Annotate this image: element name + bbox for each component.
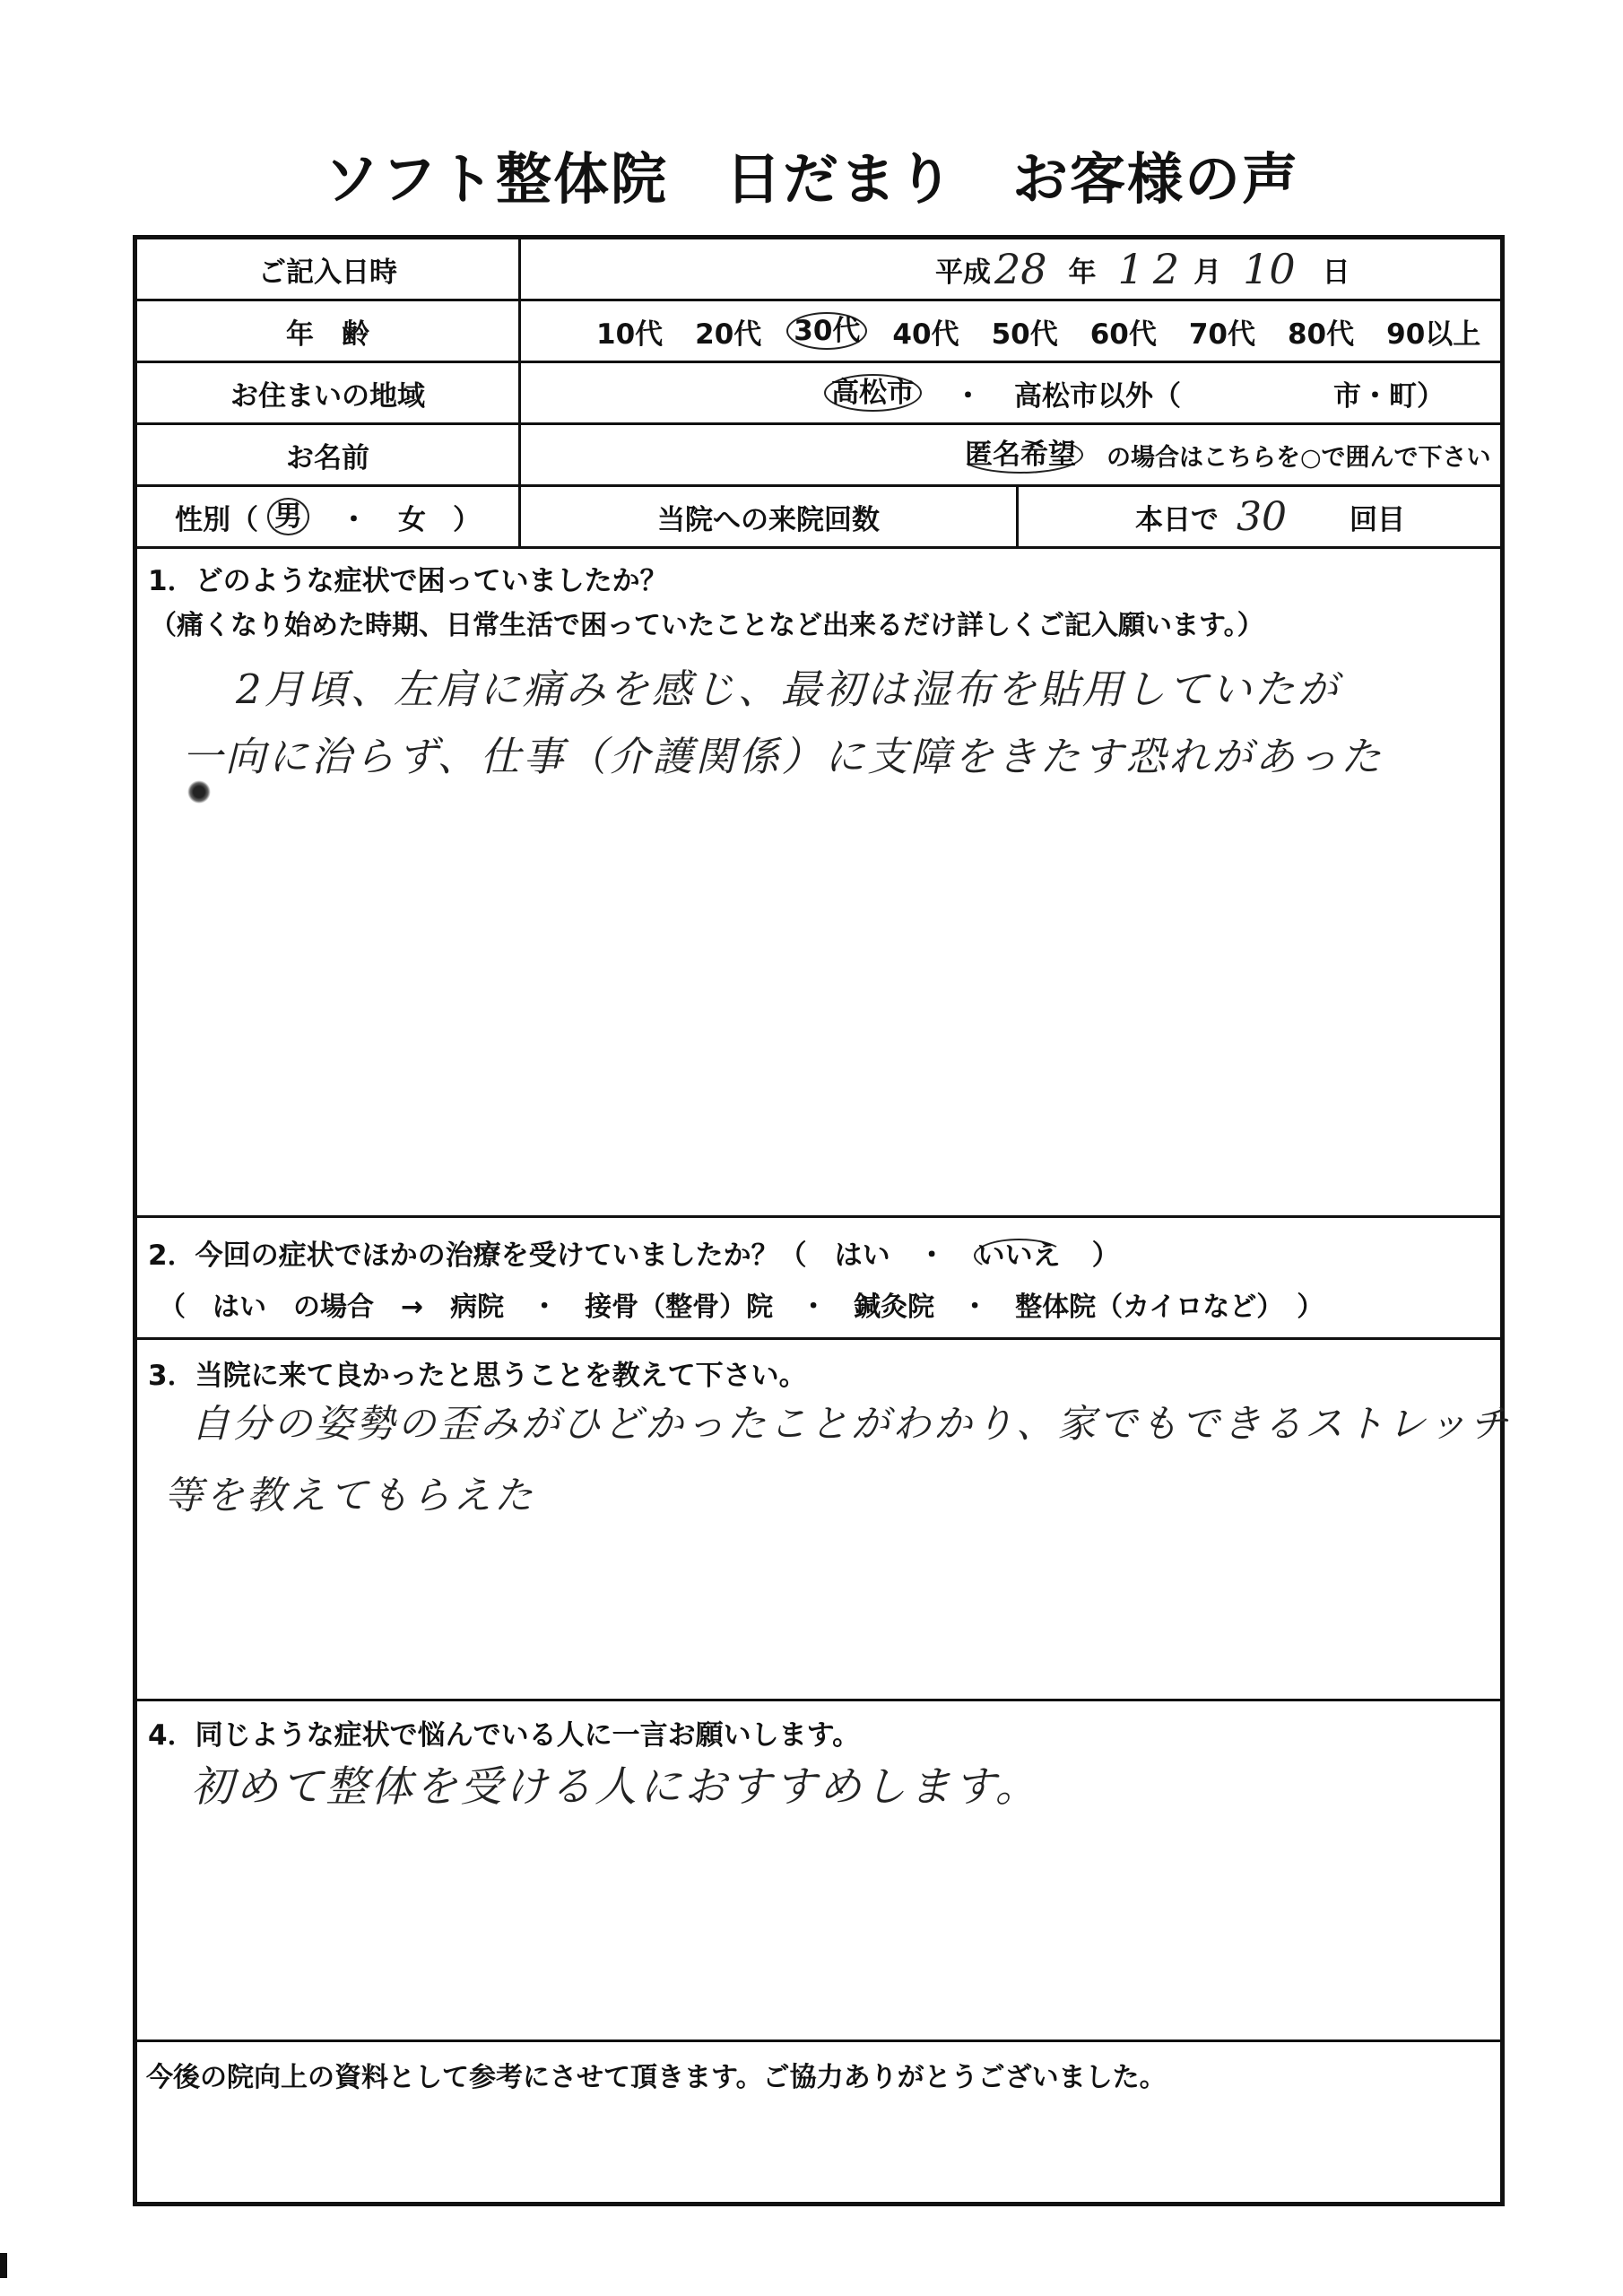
question-2-prompt: 2．今回の症状でほかの治療を受けていましたか？（ はい ・	[148, 1239, 974, 1272]
gender-female: 女	[398, 503, 426, 536]
area-options	[521, 363, 1500, 422]
ink-scribble-icon	[187, 780, 211, 804]
visits-count-cell	[1019, 487, 1500, 546]
area-suffix: 市・町）	[1333, 379, 1445, 413]
date-era: 平成	[935, 256, 991, 289]
age-label: 年 齢	[137, 301, 521, 361]
question-3-answer-line-2: 等を教えてもらえた	[164, 1474, 535, 1518]
area-separator: ・	[954, 379, 982, 413]
gender-label-pre: 性別（	[175, 503, 258, 536]
question-1-answer-line-1: 2月頃、左肩に痛みを感じ、最初は湿布を貼用していたが	[236, 665, 1341, 713]
question-2-text	[148, 1232, 1120, 1273]
area-row	[137, 363, 1500, 425]
age-option-50: 50代	[991, 317, 1058, 351]
area-outside: 高松市以外（	[1014, 379, 1181, 413]
question-1-subtext: （痛くなり始めた時期、日常生活で困っていたことなど出来るだけ詳しくご記入願います。）	[150, 610, 1264, 641]
visits-today-label: 本日で	[1135, 503, 1219, 536]
age-options	[521, 301, 1500, 361]
question-3-answer-line-1: 自分の姿勢の歪みがひどかったことがわかり、家でもできるストレッチ	[191, 1402, 1511, 1447]
survey-form	[133, 235, 1511, 2206]
age-row	[137, 301, 1500, 363]
question-3-section	[137, 1340, 1511, 1701]
footer-row	[137, 2042, 1500, 2096]
scan-edge-mark	[0, 2253, 7, 2278]
date-label: ご記入日時	[137, 239, 521, 299]
question-1-text: 1．どのような症状で困っていましたか？	[148, 565, 668, 597]
question-4-text: 4．同じような症状で悩んでいる人に一言お願いします。	[148, 1719, 861, 1752]
visits-count: 30	[1237, 493, 1287, 540]
age-option-40: 40代	[892, 317, 959, 351]
age-option-90: 90以上	[1386, 317, 1481, 351]
gender-label	[137, 487, 521, 546]
question-4-answer-line-1: 初めて整体を受ける人におすすめします。	[191, 1762, 1040, 1812]
gender-male-selected: 男	[267, 498, 309, 535]
age-option-10: 10代	[596, 317, 664, 351]
visits-value	[521, 487, 1500, 546]
question-4-section	[137, 1701, 1500, 2042]
gender-label-post: ）	[453, 503, 481, 536]
date-day-unit: 日	[1322, 256, 1350, 289]
name-row	[137, 425, 1500, 487]
question-1-section	[137, 549, 1500, 1218]
date-year: 28	[994, 245, 1047, 293]
anonymous-option-selected: 匿名希望	[958, 436, 1083, 474]
date-month: 12	[1117, 245, 1189, 293]
visits-label-cell	[521, 487, 1019, 546]
age-option-70: 70代	[1188, 317, 1255, 351]
question-2-subtext: （ はい の場合 → 病院 ・ 接骨（整骨）院 ・ 鍼灸院 ・ 整体院（カイロなど） ）	[159, 1292, 1324, 1323]
date-day: 10	[1243, 245, 1296, 293]
gender-row	[137, 487, 1500, 549]
question-1-answer-line-2: 一向に治らず、仕事（介護関係）に支障をきたす恐れがあった	[182, 733, 1384, 780]
age-option-30-selected: 30代	[786, 312, 867, 350]
date-value	[521, 239, 1500, 299]
visits-label: 当院への来院回数	[657, 503, 880, 536]
question-2-close: ）	[1063, 1239, 1120, 1272]
gender-separator: ・	[340, 503, 368, 536]
date-year-unit: 年	[1068, 256, 1097, 289]
area-takamatsu-selected: 高松市	[824, 374, 922, 412]
footer-text: 今後の院向上の資料として参考にさせて頂きます。ご協力ありがとうございました。	[146, 2062, 1167, 2093]
age-option-20: 20代	[695, 317, 762, 351]
question-2-no-selected: いいえ	[974, 1239, 1064, 1273]
question-2-section	[137, 1218, 1500, 1340]
question-3-text: 3．当院に来て良かったと思うことを教えて下さい。	[148, 1360, 807, 1392]
age-option-60: 60代	[1089, 317, 1157, 351]
anonymous-note: の場合はこちらを○で囲んで下さい	[1107, 443, 1491, 472]
visits-count-unit: 回目	[1350, 503, 1405, 536]
name-value	[521, 425, 1500, 484]
name-label: お名前	[137, 425, 521, 484]
area-label: お住まいの地域	[137, 363, 521, 422]
date-month-unit: 月	[1193, 256, 1222, 289]
page-title: ソフト整体院 日だまり お客様の声	[323, 146, 1299, 212]
date-row	[137, 239, 1500, 301]
age-option-80: 80代	[1287, 317, 1355, 351]
